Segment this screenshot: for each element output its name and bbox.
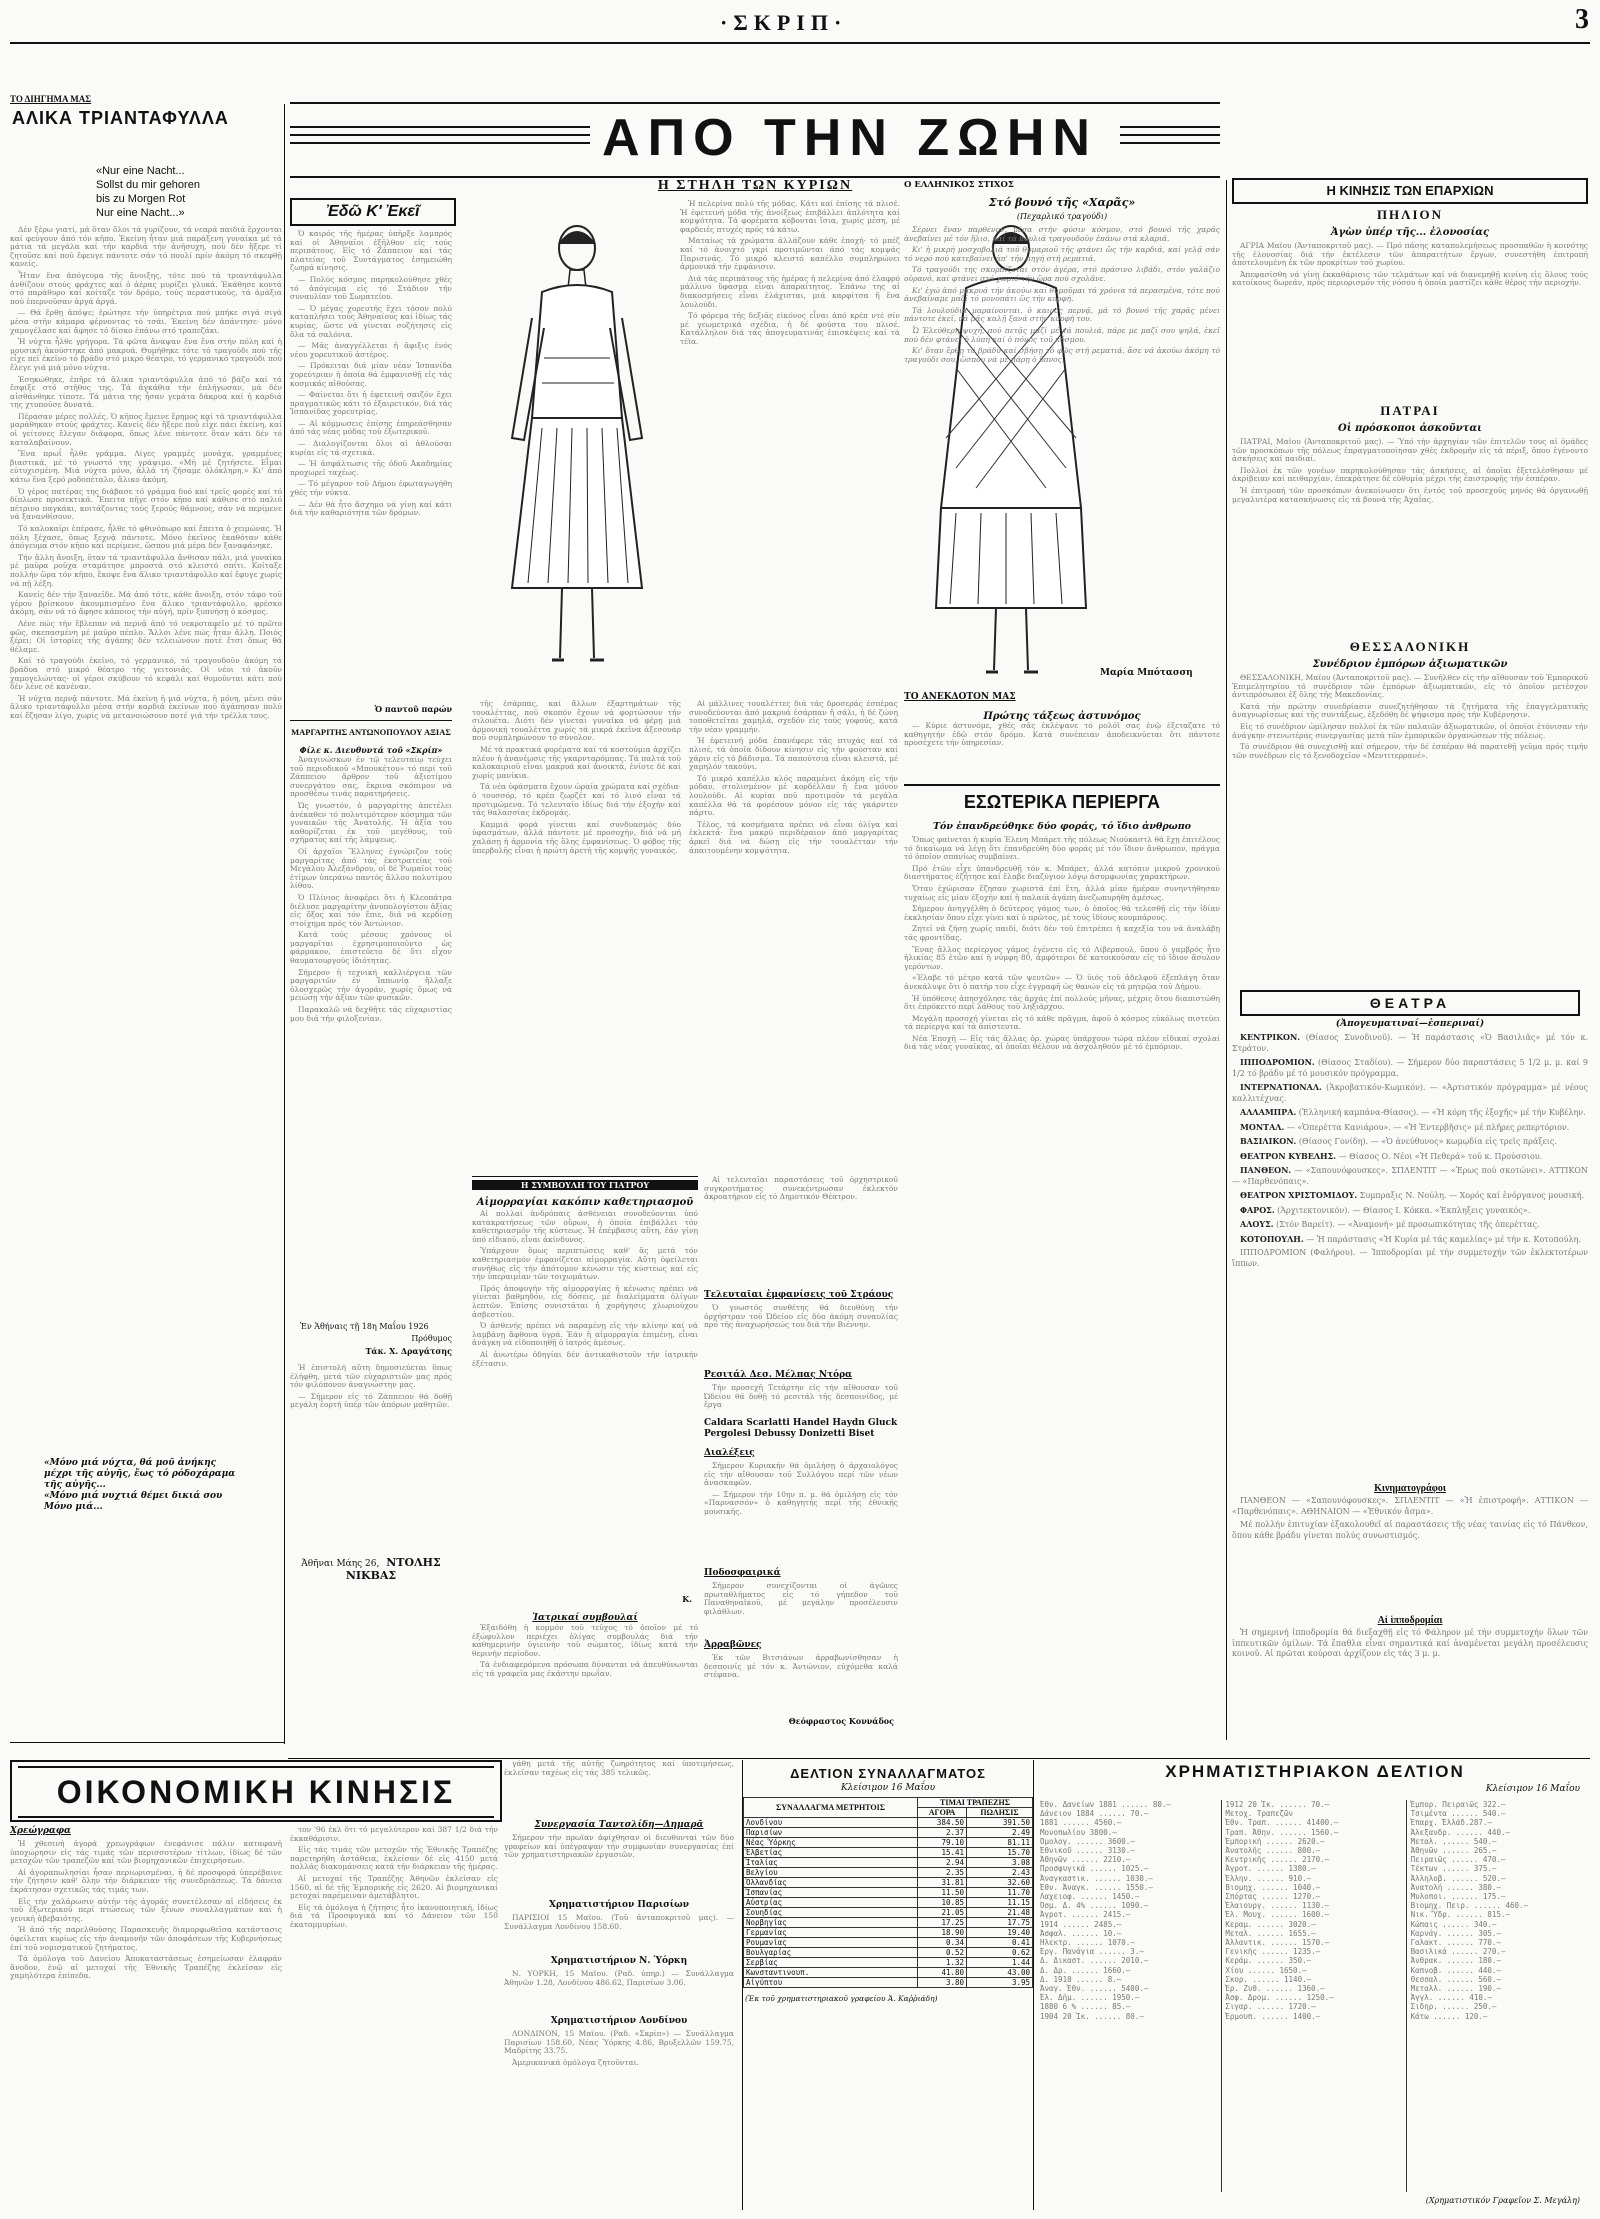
lectures-head: Διαλέξεις	[704, 1448, 755, 1458]
fx-buy-cell: 2.37	[917, 1828, 966, 1838]
poet-name: Μαρία Μπότασση	[1100, 668, 1193, 678]
theatre-name: ΙΝΤΕΡΝΑΤΙΟΝΑΛ.	[1240, 1082, 1322, 1092]
letter-signature: Τάκ. Χ. Δραγάτσης	[365, 1346, 452, 1356]
bourse-title: ΧΡΗΜΑΤΙΣΤΗΡΙΑΚΟΝ ΔΕΛΤΙΟΝ	[1165, 1762, 1465, 1781]
edo-body: Ὁ καιρός τῆς ἡμέρας ὑπῆρξε λαμπρός καί οἱ Ἀθηναῖοι ἐξῆλθον εἰς τούς περιπάτους. Εἰς τό Ζάππειον καί τάς πλατείας τοῦ Συντάγματος ἐσημειώθη ζωηρά κίνησις. — Πολύς κόσμος παρηκολούθησε χθές τό ἀπόγευμα εἰς τό Στάδιον τήν συναυλίαν τοῦ Σωματείου. — Ὁ μέγας χορευτής ἔχει τόσον πολύ καταπλήσει τούς Ἀθηναίους καί ἰδίως τάς κυρίας, ὥστε νά γίνεται συζήτησις εἰς ὅλα τά σαλόνια. — Μᾶς ἀναγγέλλεται ἡ ἄφιξις ἑνός νέου χορευτικοῦ ἀστέρος. — Πρόκειται διά μίαν νέαν Ἱσπανίδα χορεύτριαν ἡ ὁποία θά ἐμφανισθῇ εἰς τάς κοσμικάς αἰθούσας. — Φαίνεται ὅτι ἡ ἐφετεινή σαιζόν ἔχει πραγματικῶς κάτι τό ἐξαιρετικόν, διά τάς Ἱσπανίδας χορευτρίας. — Αἱ κόμμωσεις ἐπίσης ἐπηρεάσθησαν ἀπό τάς νέας μόδας τοῦ ἐξωτερικοῦ. — Διαλογίζονται ὅλοι αἱ ἀθλούσαι κυρίαι εἰς τά σχετικά. — Ἡ ἀσφάλτωσις τῆς ὁδοῦ Ἀκαδημίας προχωρεῖ ταχέως. — Τό μέγαρον τοῦ Δήμου ἐφωταγωγήθη χθές τήν νύκτα. — Δέν θά ἦτο ἄσχημο νά γίνῃ καί κάτι διά τήν καθαριότητα τῶν δρόμων.	[290, 230, 452, 518]
verse-line: «Μόνο μιά νύχτα, θά μοῦ ἀνήκης	[44, 1458, 217, 1468]
province-thessaloniki: ΘΕΣΣΑΛΟΝΙΚΗ	[1349, 639, 1471, 654]
fx-row	[744, 1958, 1033, 1968]
theatre-name: ΦΑΡΟΣ.	[1240, 1204, 1275, 1215]
anecdote-kicker: ΤΟ ΑΝΕΚΔΟΤΟΝ ΜΑΣ	[904, 692, 1016, 702]
fx-row	[744, 1838, 1033, 1848]
fx-sell-cell: 21.48	[967, 1908, 1033, 1918]
doctor-body: Αἱ πολλαί ἀνδρόπαις ἀσθένειαι συνοδεύονται ὑπό κατακρατήσεως τῶν οὔρων, ἡ ὁποία ἐπιβάλλει τόν καθετηριασμόν τῆς κύστεως. Ἡ ἐπέμβασις αὕτη, ἐάν γίνῃ ὑπό εἰδικοῦ, εἶναι ἀκίνδυνος. Ὑπάρχουν ὅμως περιπτώσεις καθ' ἅς μετά τόν καθετηριασμόν ἐμφανίζεται αἱμορραγία. Αὕτη ὀφείλεται συνήθως εἰς τήν ἀπότομον κένωσιν τῆς κύστεως καί εἰς τήν ὑπεραιμίαν τῶν τοιχωμάτων. Πρός ἀποφυγήν τῆς αἱμορραγίας ἡ κένωσις πρέπει νά γίνεται βαθμηδόν, εἰς δόσεις, μέ διαλείμματα ὀλίγων λεπτῶν. Ἐπίσης συνιστᾶται ἡ χορήγησις χλωριούχου ἀσβεστίου. Ὁ ἀσθενής πρέπει νά παραμένῃ εἰς τήν κλίνην καί νά λαμβάνῃ ἄφθονα ὑγρά. Ἐάν ἡ αἱμορραγία ἐπιμένῃ, εἶναι ἀνάγκη νά εἰδοποιηθῇ ὁ ἰατρός ἀμέσως. Αἱ ἀνωτέρω ὁδηγίαι δέν ἀντικαθιστοῦν τήν ἰατρικήν ἐξέτασιν.	[472, 1210, 698, 1368]
fx-row	[744, 1888, 1033, 1898]
fx-row	[744, 1968, 1033, 1978]
esoterika-sub: Τόν ἐπανδρεύθηκε δύο φοράς, τό ἴδιο ἀνθρωπο	[932, 821, 1192, 832]
fx-row	[744, 1828, 1033, 1838]
letter-role: Πρόθυμος	[411, 1334, 452, 1343]
section-rule	[904, 784, 1220, 786]
fx-table	[743, 1797, 1033, 1988]
fx-currency-cell: Κωνσταντινουπ.	[744, 1968, 918, 1978]
theatres-sub: (Ἀπογευματιναί—ἑσπεριναί)	[1335, 1019, 1485, 1029]
fx-col-sell: ΠΩΛΗΣΙΣ	[967, 1808, 1033, 1818]
fx-row	[744, 1948, 1033, 1958]
verse-line: Μόνο μιά...	[44, 1502, 103, 1512]
fx-currency-cell: Γερμανίας	[744, 1928, 918, 1938]
fx-title: ΔΕΛΤΙΟΝ ΣΥΝΑΛΛΑΓΜΑΤΟΣ	[790, 1766, 986, 1781]
medical-advice-head: Ἰατρικαί συμβουλαί	[532, 1613, 638, 1623]
fx-currency-cell: Παρισίων	[744, 1828, 918, 1838]
fx-currency-cell: Βελγίου	[744, 1868, 918, 1878]
letter-head: ΜΑΡΓΑΡΙΤΗΣ ΑΝΤΩΝΟΠΟΥΛΟΥ ΑΞΙΑΣ	[291, 727, 451, 737]
fx-footnote: (Ἐκ τοῦ χρηματιστηριακοῦ γραφείου Ἀ. Καῤῥιάδη)	[745, 1994, 938, 2003]
fx-buy-cell: 1.32	[917, 1958, 966, 1968]
fx-currency-cell: Αὐστρίας	[744, 1898, 918, 1908]
fx-sell-cell: 3.95	[967, 1978, 1033, 1988]
section-rule	[290, 720, 452, 721]
fx-sell-cell: 81.11	[967, 1838, 1033, 1848]
fx-currency-cell: Ρουμανίας	[744, 1938, 918, 1948]
banner-rule	[290, 142, 590, 144]
fx-sell-cell: 11.70	[967, 1888, 1033, 1898]
fx-buy-cell: 21.05	[917, 1908, 966, 1918]
econ-banner	[10, 1760, 502, 1822]
theatre-name: ΑΛΛΑΜΠΡΑ.	[1240, 1107, 1297, 1117]
poetry-subtitle: (Πεχαρλικό τραγούδι)	[1016, 212, 1108, 221]
fx-buy-cell: 15.41	[917, 1848, 966, 1858]
fx-currency-cell: Ὁλλανδίας	[744, 1878, 918, 1888]
province-patras: ΠΑΤΡΑΙ	[1380, 403, 1440, 418]
fx-panel	[742, 1760, 1034, 2210]
column-divider	[284, 104, 285, 1744]
fx-currency-cell: Λονδίνου	[744, 1818, 918, 1828]
theatre-name: ΘΕΑΤΡΟΝ ΚΥΒΕΛΗΣ.	[1240, 1150, 1337, 1161]
econ-sub-paris: Χρηματιστήριον Παρισίων	[549, 1900, 689, 1910]
story-epigraph	[96, 164, 200, 220]
fx-buy-cell: 41.80	[917, 1968, 966, 1978]
econ-sub-coop: Συνεργασία Ταντσλίδη—Δημαρᾶ	[534, 1820, 704, 1830]
pelion-body: ΑΓΡΙΑ Μαΐου (Ἀνταποκριτοῦ μας). — Πρό πάσης καταπολεμήσεως προσπαθῶν ἡ κοινότης τῆς ἐλονοσίας διά τήν ἐκτέλεσιν τῶν ἀπαραιτήτων ἔργων, συνεστήθη ἐπιτροπή ἀποτελουμένη ἐκ τῶν προκρίτων τοῦ χωρίου. Ἀπεφασίσθη νά γίνῃ ἐκκαθάρισις τῶν τελμάτων καί νά διανεμηθῇ κινίνη εἰς ὅλους τούς κατοίκους δωρεάν, πρός περιορισμόν τῆς νόσου ἡ ὁποία μαστίζει κάθε θέρος τήν περιοχήν.	[1232, 242, 1588, 288]
bourse-footer: (Χρηματιστικόν Γραφεῖον Σ. Μεγάλη)	[1425, 2196, 1580, 2205]
econ-body-left: Ἡ χθεσινή ἀγορά χρεωγράφων ἐνεφάνισε πάλιν καταφανῆ ὑποχώρησιν εἰς τάς τιμάς τῶν περισσοτέρων τίτλων, ἰδίως δέ τῶν μετοχῶν τῶν τραπεζῶν καί τῶν βιομηχανικῶν ἐπιχειρήσεων. Αἱ ἀγοραπωλησίαι ἦσαν περιωρισμέναι, ἡ δέ προσφορά ὑπερέβαινε τήν ζήτησιν καθ' ὅλην τήν διάρκειαν τῆς συνεδριάσεως. Τά δάνεια ἐκράτησαν σχετικῶς τάς τιμάς των. Εἰς τήν χαλάρωσιν αὐτήν τῆς ἀγορᾶς συνετέλεσαν αἱ εἰδήσεις ἐκ τοῦ ἐξωτερικοῦ περί πτώσεως τῶν ξένων συναλλαγμάτων καί ἡ γενική ἀβεβαιότης. Ἡ ἀπό τῆς παρελθούσης Παρασκευῆς διαμορφωθεῖσα κατάστασις ὀφείλεται κυρίως εἰς τήν ἀναμονήν τῶν ἀποφάσεων τῆς Κυβερνήσεως ἐπί τοῦ νομισματικοῦ ζητήματος. Τά ὁμόλογα τοῦ Δανείου Ἀποκαταστάσεως ἐσημείωσαν ἐλαφράν ἄνοδον, ἐνῷ αἱ μετοχαί τῆς Ἐθνικῆς Τραπέζης ἐκλείσαν εἰς χαμηλότερα ἐπίπεδα.	[10, 1840, 282, 1981]
masthead-rule	[10, 42, 1590, 44]
theatre-name: ΜΟΝΤΑΛ.	[1240, 1121, 1285, 1132]
banner-title: ΑΠΟ ΤΗΝ ΖΩΗΝ	[602, 109, 1098, 167]
econ-title: ΟΙΚΟΝΟΜΙΚΗ ΚΙΝΗΣΙΣ	[18, 1766, 494, 1818]
esoterika-body: Ὅπως φαίνεται ἡ κυρία Ἐλενη Μπάρετ τῆς πόλεως Νιούκαστλ θά ἔχῃ ἐπιτέλους τό δικαίωμα νά λέγῃ ὅτι ἐπανδρεύθη δύο φοράς μέ τόν ἴδιον ἄνθρωπον, πράγμα τό ὁποῖον σπανίως συμβαίνει. Πρό ἐτῶν εἶχε ὑπανδρευθῇ τόν κ. Μπάρετ, ἀλλά κατόπιν μικροῦ χρονικοῦ διαστήματος ἐζήτησε καί ἔλαβε διαζύγιον λόγῳ ἀσυμφωνίας χαρακτήρων. Ὅταν ἐχώρισαν ἔζησαν χωριστά ἐπί ἔτη, ἀλλά μίαν ἡμέραν συνηντήθησαν τυχαίως εἰς μίαν ἐξοχήν καί ἡ παλαιά ἀγάπη ἀνεζωπυρήθη ἀμέσως. Σήμερον ἀνηγγέλθη ὁ δεύτερος γάμος των, ὁ ὁποῖος θά τελεσθῇ εἰς τήν ἰδίαν ἐκκλησίαν ὅπου εἶχε γίνει καί ὁ πρῶτος, μέ τούς ἰδίους κουμπάρους. Ζητεῖ νά ζήσῃ χωρίς παιδί, διότι δέν τοῦ ἐπιτρέπει ἡ καχεξία του νά ἀναλάβῃ τάς φροντίδας. Ἕνας ἄλλος περίεργος γάμος ἐγένετο εἰς τό Λίβερπουλ, ὅπου ὁ γαμβρός ἦτο ἡλικίας 85 ἐτῶν καί ἡ νύμφη 80, ἀμφότεροι δέ κατοικοῦσαν εἰς τό ἴδιον ἄσυλον γερόντων. «Ἐλαβε τό μέτρο κατά τῶν ψευτῶν» — Ὁ ὑιός τοῦ ἀδελφοῦ ἐξεπλάγη ὅταν ἀνεκάλυψε ὅτι ὁ πατήρ του εἶχε ἐγγραφῆ ὡς θανών εἰς τά μητρῷα τοῦ Δήμου. Ἡ ὑπόθεσις ἀπησχόλησε τάς ἀρχάς ἐπί πολλούς μῆνας, μέχρις ὅτου διαπιστώθη ὅτι ἐπρόκειτο περί λάθους τοῦ ληξιάρχου. Μεγάλη προσοχή γίνεται εἰς τό κάθε πρᾶγμα, ἀφοῦ ὁ κόσμος εὐκόλως πιστεύει τά περίεργα καί τά ἀπίστευτα. Νέα Ἐποχή — Εἰς τάς ἄλλας ὁρ. χώρας ὑπάρχουν τώρα πλέον εἰδικαί σχολαί διά τάς νέας γυναῖκας, αἱ ὁποῖαι θέλουν νά ἀσχοληθοῦν μέ τό ἐμπόριον.	[904, 836, 1220, 1052]
poetry-body: Σέρνει ἕναν παρθένον, μέσα στήν φύσιν κόσμον, στό βουνό τῆς χαρᾶς ἀνεβαίνει μέ τόν ἥλιο, καί τά πουλιά τραγουδοῦν ἐπάνω στά κλαριά. Κι' ἡ μικρή μοσχοβολιά τοῦ θυμαριοῦ τῆς φτάνει ὥς τήν καρδιά, καί γελᾷ σάν τό νερό πού κατεβαίνει ἀπ' τήν πηγή στή ρεματιά. Τό τραγούδι της σκορπίζεται στόν ἀγέρα, στό πράσινο λιβάδι, στόν γαλάζιο οὐρανό, καί φτάνει στό χωριό τήν ὥρα πού σχολᾶνε. Κι' ἐγώ ἀπό μακρυά τήν ἀκούω καί θυμοῦμαι τά χρόνια τά περασμένα, τότε πού ἀνεβαίναμε μαζί τό μονοπάτι ὥς τήν κορφή. Τά λουλούδια μαραίνονται, ὁ καιρός περνᾷ, μά τό βουνό τῆς χαρᾶς μένει πάντοτε ἐκεῖ, νά μᾶς καλῇ ξανά στήν κορφή του. Ὦ Ἐλεύθερη ψυχή, πού πετᾷς μαζί μέ τά πουλιά, πάρε με μαζί σου ψηλά, ἐκεῖ πού δέν φτάνει ἡ λύπη καί ὁ πόνος τοῦ κόσμου. Κι' ὅταν ἔρθῃ τό βράδυ καί σβήσῃ τό φῶς στή ρεματιά, ἄσε νά ἀκούω ἀκόμη τό τραγούδι σου, ὥσπου νά μέ πάρῃ ὁ ὕπνος.	[904, 226, 1220, 364]
fx-sell-cell: 19.40	[967, 1928, 1033, 1938]
epigraph-line: «Nur eine Nacht...	[96, 165, 185, 177]
fx-sell-cell: 43.00	[967, 1968, 1033, 1978]
strauss-body: Ὁ γνωστός συνθέτης θά διευθύνῃ τήν ὀρχήστραν τοῦ Ὠδείου εἰς δύο ἀκόμη συναυλίας πρό τῆς ἀναχωρήσεώς του διά τήν Βιέννην.	[704, 1304, 898, 1330]
banner-subtitle: Η ΣΤΗΛΗ ΤΩΝ ΚΥΡΙΩΝ	[657, 178, 853, 193]
fx-col-buy: ΑΓΟΡΑ	[917, 1808, 966, 1818]
econ-paris-body: ΠΑΡΙΣΙΟΙ 15 Μαΐου. (Τοῦ ἀνταποκριτοῦ μας). — Συνάλλαγμα Λονδίνου 158.60.	[504, 1914, 734, 1931]
story-place: Ἀθῆναι Μάης 26,	[301, 1559, 380, 1569]
fx-sell-cell: 15.70	[967, 1848, 1033, 1858]
epigraph-line: Nur eine Nacht...»	[96, 207, 185, 219]
fx-row	[744, 1928, 1033, 1938]
doctor-initial: Κ.	[682, 1594, 692, 1604]
story-verse	[40, 1456, 239, 1515]
theatre-name: ΙΠΠΟΔΡΟΜΙΟΝ.	[1240, 1057, 1315, 1067]
column-divider	[10, 1742, 284, 1743]
doctor-head: Αἱμορραγίαι κακόπιν καθετηριασμοῦ	[476, 1197, 694, 1208]
fx-buy-cell: 0.52	[917, 1948, 966, 1958]
races-head: Αἱ ἱπποδρομίαι	[1377, 1615, 1443, 1626]
fx-currency-cell: Σερβίας	[744, 1958, 918, 1968]
story-kicker: ΤΟ ΔΙΗΓΗΜΑ ΜΑΣ	[10, 94, 92, 104]
fx-currency-cell: Βουλγαρίας	[744, 1948, 918, 1958]
fx-sell-cell: 0.62	[967, 1948, 1033, 1958]
fx-row	[744, 1878, 1033, 1888]
econ-body-mid: τον '96 ἐκλ ὅτι τό μεγαλύτερον καί 387 1/2 διά τήν ἐκκαθάρισιν. Εἰς τάς τιμάς τῶν μετοχῶν τῆς Ἐθνικῆς Τραπέζης παρετηρήθη ἀστάθεια, ἐκλείσαν δέ εἰς 4150 μετά πολλάς διακυμάνσεις κατά τήν διάρκειαν τῆς ἡμέρας. Αἱ μετοχαί τῆς Τραπέζης Ἀθηνῶν ἐκλείσαν εἰς 1560, αἱ δέ τῆς Ἐμπορικῆς εἰς 2620. Αἱ βιομηχανικαί μετοχαί παρέμειναν ἀμετάβλητοι. Εἰς τά ὁμόλογα ἡ ζήτησις ἦτο ἱκανοποιητική, ἰδίως διά τά Προσφυγικά καί τό Δάνειον τῶν 150 ἑκατομμυρίων.	[290, 1826, 498, 1929]
econ-sub-bonds: Χρεώγραφα	[10, 1826, 71, 1836]
theatre-name: ΒΑΣΙΛΙΚΟΝ.	[1240, 1136, 1297, 1146]
fx-sell-cell: 2.49	[967, 1828, 1033, 1838]
fx-col-rates: ΤΙΜΑΙ ΤΡΑΠΕΖΗΣ	[917, 1798, 1032, 1808]
cinema-head: Κινηματογράφοι	[1374, 1483, 1446, 1494]
letter-salutation: Φίλε κ. Διευθυντά τοῦ «Σκρίπ»	[299, 745, 443, 755]
edo-title: Ἐδῶ Κ' Ἐκεῖ	[290, 198, 456, 226]
page-number: 3	[1575, 4, 1589, 35]
province-pelion: ΠΗΛΙΟΝ	[1376, 207, 1444, 222]
fx-row	[744, 1938, 1033, 1948]
story-author: ΝΤΟΛΗΣ ΝΙΚΒΑΣ	[345, 1556, 441, 1582]
fx-table-body	[744, 1818, 1033, 1988]
econ-sub-ny: Χρηματιστήριον Ν. Ὑόρκη	[550, 1956, 688, 1966]
econ-sub-london: Χρηματιστήριον Λονδίνου	[550, 2016, 688, 2026]
fx-buy-cell: 10.85	[917, 1898, 966, 1908]
thessaloniki-body: ΘΕΣΣΑΛΟΝΙΚΗ, Μαΐου (Ἀνταποκριτοῦ μας). — Συνῆλθεν εἰς τήν αἴθουσαν τοῦ Ἐμπορικοῦ Ἐπιμελητηρίου τό συνέδριον τῶν ἐμπόρων ἀξιωματικῶν, εἰς τό ὁποῖον μετέσχον ἀντιπρόσωποι ἐξ ὅλης τῆς Μακεδονίας. Κατά τήν πρώτην συνεδρίασιν συνεζητήθησαν τά ζητήματα τῆς ἐπαγγελματικῆς ἀναγνωρίσεως καί τῆς συντάξεως, ἐξεδόθη δέ ψήφισμα πρός τήν Κυβέρνησιν. Εἰς τό συνέδριον ὡμίλησαν πολλοί ἐκ τῶν παλαιῶν ἀξιωματικῶν, οἱ ὁποῖοι ἐτόνισαν τήν ἀνάγκην στενωτέρας συνεργασίας μετά τῶν ἐμπορικῶν ὀργανώσεων τῆς πόλεως. Τό συνέδριον θά συνεχισθῇ καί σήμερον, τήν δέ ἑσπέραν θά παρατεθῇ γεῦμα πρός τιμήν τῶν συνέδρων εἰς τό ξενοδοχεῖον «Μεντιτερρανέ».	[1232, 674, 1588, 760]
fx-row	[744, 1868, 1033, 1878]
section-rule	[472, 1176, 698, 1177]
column-divider	[288, 1758, 1590, 1759]
fx-buy-cell: 79.10	[917, 1838, 966, 1848]
epigraph-line: bis zu Morgen Rot	[96, 193, 186, 205]
story-title: ΑΛΙΚΑ ΤΡΙΑΝΤΑΦΥΛΛΑ	[12, 108, 229, 128]
poetry-kicker: Ο ΕΛΛΗΝΙΚΟΣ ΣΤΙΧΟΣ	[904, 180, 1014, 190]
bourse-date: Κλείσιμον 16 Μαΐου	[1485, 1784, 1580, 1794]
fx-row	[744, 1918, 1033, 1928]
fx-currency-cell: Νορβηγίας	[744, 1918, 918, 1928]
patras-body: ΠΑΤΡΑΙ, Μαΐου (Ἀνταποκριτοῦ μας). — Ὑπό τήν ἀρχηγίαν τῶν ἐπιτελῶν τους αἱ ὁμάδες τῶν προσκόπων τῆς πόλεως ἐπραγματοποίησαν χθές ἐκδρομήν εἰς τά πέριξ, ὅπου ἐγένοντο ἀσκήσεις καί παιδιαί. Πολλοί ἐκ τῶν γονέων παρηκολούθησαν τάς ἀσκήσεις, αἱ ὁποῖαι ἐξετελέσθησαν μέ ἀκρίβειαν καί πειθαρχίαν, ἐπεκράτησε δέ εὐθυμία μέχρι τῆς ἐπιστροφῆς τήν ἑσπέραν. Ἡ ἐπιτροπή τῶν προσκόπων ἀνεκοίνωσεν ὅτι ἐντός τοῦ προσεχοῦς μηνός θά ὀργανωθῇ μεγαλυτέρα κατασκήνωσις εἰς τά βουνά τῆς Ἀχαΐας.	[1232, 438, 1588, 504]
letter-body: Ἀναγινώσκων ἐν τῷ τελευταίῳ τεύχει τοῦ περιοδικοῦ «Μπουκέτου» τό περί τοῦ Ζάππειου ἄρθρον τοῦ ἀξιοτίμου συνεργάτου σας, ἔκρινα σκόπιμον νά προσθέσω τινάς παρατηρήσεις. Ὡς γνωστόν, ὁ μαργαρίτης ἀπετέλει ἀνέκαθεν τό πολυτιμότερον κόσμημα τῶν γυναικῶν τῆς Ἀνατολῆς. Ἡ ἀξία του καθορίζεται ἐκ τοῦ μεγέθους, τοῦ σχήματος καί τῆς λάμψεως. Οἱ ἀρχαῖοι Ἕλληνες ἐγνώριζον τούς μαργαρίτας ἀπό τάς ἐκστρατείας τοῦ Μεγάλου Ἀλεξάνδρου, οἱ δέ Ῥωμαῖοι τούς ἐτίμων ὑπεράνω παντός ἄλλου πολυτίμου λίθου. Ὁ Πλίνιος ἀναφέρει ὅτι ἡ Κλεοπάτρα διέλυσε μαργαρίτην ἀνυπολογίστου ἀξίας εἰς ὄξος καί τόν ἔπιε, διά νά κερδίσῃ στοίχημα πρός τόν Ἀντώνιον. Κατά τούς μέσους χρόνους οἱ μαργαρῖται ἐχρησιμοποιοῦντο ὡς φάρμακον, ἐπιστεύετο δέ ὅτι εἶχον θαυματουργούς ἰδιότητας. Σήμερον ἡ τεχνική καλλιέργεια τῶν μαργαριτῶν ἐν Ἰαπωνίᾳ ἤλλαξε ὁλοσχερῶς τήν ἀγοράν, χωρίς ὅμως νά μειώσῃ τήν ἀξίαν τῶν φυσικῶν. Παρακαλῶ νά δεχθῆτε τάς εὐχαριστίας μου διά τήν φιλοξενίαν.	[290, 756, 452, 1023]
epigraph-line: Sollst du mir gehoren	[96, 179, 200, 191]
doctor-kicker: Η ΣΥΜΒΟΥΛΗ ΤΟΥ ΓΙΑΤΡΟΥ	[472, 1180, 698, 1190]
fx-currency-cell: Ἰσπανίας	[744, 1888, 918, 1898]
fx-sell-cell: 0.41	[967, 1938, 1033, 1948]
banner-rule	[290, 126, 590, 128]
fx-sell-cell: 17.75	[967, 1918, 1033, 1928]
bourse-quotes: Ἐθν. Δανείων 1881 ...... 80.— Δάνειον 1884 ...... 70.— 1881 ...... 4560.— Μονοπωλίου 3800.— Ὁμολογ. ...... 3600.— Ἐθνικοῦ ...... 3130.— Ἀθηνῶν ...... 2210.— Προσφυγικά ...... 1025.— Ἀναγκαστικ. ...... 1030.— Ἐθν. Ἀναγκ. ...... 1550.— Λαχειοφ. ...... 1450.— Ὀσμ. Δ. 4% ...... 1090.— Ἀγροτ. ...... 2415.— 1914 ...... 2485.— Ἀσφαλ. ...... 10.— Ἠλεκτρ. ...... 1070.— Ἐργ. Πανάγια ...... 3.— Δ. Δικαστ. ...... 2010.— Δ. Δρ. ...... 1660.— Δ. 1910 ...... 8.— Ἀναγ. Ἐθν. ...... 5400.— Ἐλ. Δήμ. ...... 1950.— 1880 6 % ...... 85.— 1904 20 Ἰκ. ...... 80.— 1912 20 Ἰκ. ...... 70.— Μετοχ. Τραπεζῶν Ἐθν. Τραπ. ...... 41400.— Τραπ. Ἀθην. ...... 1560.— Ἐμπορική ...... 2620.— Ἀνατολῆς ...... 800.— Κεντρικῆς ...... 2170.— Ἀγροτ. ...... 1380.— Ἑλλην. ...... 910.— Βιομηχ. ...... 1040.— Σπόρτας ...... 1270.— Ἐλαιουργ. ...... 1130.— Ἐλ. Μουχ. ...... 1600.— Κεραμ. ...... 3020.— Μεταλ. ...... 1655.— Ἀλλαντικ. ...... 1570.— Γενικῆς ...... 1235.— Κεράμ. ...... 350.— Χίου ...... 1650.— Σκορ. ...... 1140.— Ἐρ. Ζυθ. ...... 1360.— Ἀσφ. Δρομ. ...... 1250.— Σιγαρ. ...... 1720.— Ἑρμουπ. ...... 1400.— Ἐμπορ. Πειραιῶς 322.— Τσιμέντα ...... 540.— Ἐπαρχ. Ἑλλάδ.287.— Ἀλεξανδρ. ...... 440.— Μεταλ. ...... 540.— Ἀθηνῶν ...... 265.— Πειραιῶς ...... 470.— Τέκτων ...... 375.— Ἀλληλοβ. ...... 520.— Ἀνατολή ...... 380.— Μυλοποι. ...... 175.— Βιομηχ. Πειρ. ...... 460.— Νικ. Ὕδρ. ...... 815.— Κώπαις ...... 340.— Καρνάγ. ...... 305.— Γαλακτ. ...... 770.— Βασιλικά ...... 270.— Ἀνθρακ. ...... 180.— Καπνοβ. ...... 440.— Θεσσαλ. ...... 560.— Μεταλλ. ...... 190.— Ἀγγλ. ...... 410.— Σιδηρ. ...... 250.— Κάτω ...... 120.—	[1040, 1800, 1529, 2021]
banner-rule	[290, 134, 590, 136]
fx-sell-cell: 3.08	[967, 1858, 1033, 1868]
fashion-illustration-left	[472, 208, 682, 698]
lectures-body: Σήμερον Κυριακήν θά ὁμιλήσῃ ὁ ἀρχαιολόγος εἰς τήν αἴθουσαν τοῦ Συλλόγου περί τῶν νέων ἀνασκαφῶν. — Σήμερον τήν 10ην π. μ. θά ὁμιλήσῃ εἰς τόν «Παρνασσόν» ὁ καθηγητής περί τῆς ἐθνικῆς μουσικῆς.	[704, 1462, 898, 1516]
fashion-body: τῆς ἐσάρπας, καί ἄλλων ἐξαρτημάτων τῆς τουαλέττας, ποῦ σκοπόν ἔχουν νά φορτώσουν τήν σιλουέτα. Διότι δέν γίνεται γυναίκα νά φέρῃ μιά ἁρμονική τουαλέττα χωρίς τά μικρά ἐκεῖνα ἀξεσουάρ ποῦ συμπληρώνουν τό σύνολον. Μέ τά πρακτικά φορέματα καί τά κοστούμια ἀρχίζει πλέον ἡ ἀνανέωσις τῆς γκαρνταρόμπας. Τά παλτά τοῦ καλοκαιριοῦ εἶναι μακρυά καί ἀνοικτά, ἐνίοτε δέ καί χωρίς μανίκια. Τά νέα ὑφάσματα ἔχουν ὡραία χρώματα καί σχέδια· ὁ τουσσόρ, τό κρέπ ζωρζέτ καί τό λινό εἶναι τά προτιμώμενα. Τό τελευταῖο ἰδίως διά τήν ἐξοχήν καί τάς θαλασσίας ἐκδρομάς. Καμμιά φορά γίνεται καί συνδυασμός δύο ὑφασμάτων, ἀλλά πάντοτε μέ προσοχήν, διά νά μή χαλάσῃ ἡ ἁρμονία τῆς ὅλης ἐμφανίσεως. Ὁ φόβος τῆς ὑπερβολῆς εἶναι ἡ πρώτη ἀρετή τῆς κομψῆς γυναικός. Αἱ μάλλινες τουαλέττες διά τάς δροσεράς ἑσπέρας συνοδεύονται ἀπό μακρυά ἐσάρπαν ἤ σάλι, ἡ δέ ζώνη τοποθετεῖται χαμηλά, σχεδόν εἰς τούς γοφούς, κατά τήν νέαν γραμμήν. Ἡ ἐφετεινή μόδα ἐπανέφερε τάς πτυχάς καί τά πλισέ, τά ὁποῖα δίδουν κίνησιν εἰς τήν φούσταν καί χάριν εἰς τό βάδισμα. Τά παπούτσια εἶναι κλειστά, μέ χαμηλόν τακούνι. Τό μικρό καπέλλο κλός παραμένει ἀκόμη εἰς τήν μόδαν, στολισμένον μέ κορδέλλαν ἤ ἕνα μόνον λουλούδι. Αἱ κυρίαι ποῦ προτιμοῦν τά μεγάλα καπέλλα θά τά φορέσουν μόνον εἰς τάς γκάρντεν πάρτυ. Τέλος, τά κοσμήματα πρέπει νά εἶναι ὀλίγα καί ἐκλεκτά· ἕνα μακρύ περιδέραιον ἀπό μαργαρίτας ἀρκεῖ διά νά δώσῃ εἰς τήν τουαλέτταν τήν ἀπαιτουμένην κομψότητα.	[472, 700, 898, 855]
masthead-title: ·ΣΚΡΙΠ·	[720, 10, 848, 35]
fx-buy-cell: 17.25	[917, 1918, 966, 1928]
recital-composers: Caldara Scarlatti Handel Haydn Gluck Pergolesi Debussy Donizetti Biset	[704, 1418, 898, 1439]
fx-buy-cell: 3.80	[917, 1978, 966, 1988]
poetry-title: Στό βουνό τῆς «Χαρᾶς»	[988, 196, 1136, 209]
verse-line: τῆς αὐγῆς...	[44, 1480, 106, 1490]
strauss-head: Τελευταῖαι ἐμφανίσεις τοῦ Στράους	[704, 1290, 894, 1300]
recital-body: Τήν προσεχῆ Τετάρτην εἰς τήν αἴθουσαν τοῦ Ὠδείου θά δοθῇ τό ρεσιτάλ τῆς δεσποινίδος, μέ ἔργα	[704, 1384, 898, 1410]
fx-buy-cell: 384.50	[917, 1818, 966, 1828]
fx-row	[744, 1978, 1033, 1988]
econ-body-right-top: γάθη μετά τῆς αὐτῆς ζωηρότητος καί ὑποτιμήσεως, ἐκλεῖσαν ταχέως εἰς τάς 385 τελικῶς.	[504, 1760, 734, 1777]
music-intro: Αἱ τελευταῖαι παραστάσεις τοῦ ὀρχηστρικοῦ συγκροτήματος συνεκέντρωσαν ἐκλεκτόν ἀκροατήριον εἰς τό Δημοτικόν Θέατρον.	[704, 1176, 898, 1202]
theatre-name: ΚΕΝΤΡΙΚΟΝ.	[1240, 1032, 1301, 1042]
edo-signature: Ὁ παντοῦ παρών	[374, 704, 452, 714]
theatre-name: ΘΕΑΤΡΟΝ ΧΡΙΣΤΟΜΙΔΟΥ.	[1240, 1190, 1358, 1200]
fx-row	[744, 1898, 1033, 1908]
medical-advice-body: Ἐξαιδόθη ἡ κομμόν τοῦ τεῦχος τό ὁποῖον μέ τό ἐξώφυλλον περιέχει ὀλίγας συμβουλάς διά τήν καθημερινήν ὑγιεινήν τοῦ σώματος, ἰδίως κατά τήν θερινήν περίοδον. Τά ἐνδιαφερόμενα πρόσωπα δύνανται νά ἀπευθύνωνται εἰς τά γραφεῖα μας ἐκάστην πρωΐαν.	[472, 1624, 698, 1678]
story-body: Δέν ξέρω γιατί, μά ὅταν ὅλοι τά γυρίζουν, τά νεαρά παιδιά ἔρχονται καί φεύγουν ἀπό τόν κῆπο. Ἐκείνη ἦταν μιά παράξενη γυναίκα μέ τά μάτια τά μεγάλα καί τήν καρδιά τήν ἀνήσυχη, ποῦ δέν ἤξερε τί ζητοῦσε καί ποῦ ἔφευγε πάντοτε σάν τό πουλί πρίν ἀκόμη τό σκεφθῇ κανείς. Ἦταν ἕνα ἀπόγευμα τῆς ἄνοιξης, τότε πού τά τριαντάφυλλα ἀνθίζουν στούς φράχτες καί ὁ ἀέρας μυρίζει γλυκά. Ἐκάθησε κοντά στό παράθυρο καί κοίταζε τόν δρόμο, τούς περαστικούς, τά ἀμάξια πού ἐπερνοῦσαν ἀργά ἀργά. — Θά ἔρθῃ ἀπόψε; ἐρώτησε τήν ὑπηρέτρια πού μπήκε σιγά σιγά μέσα στήν κάμαρα φέρνοντας τό τσάι. Ἐκείνη δέν ἀπάντησε· μόνο χαμογέλασε καί ἄφησε τό δίσκο ἐπάνω στό τραπεζάκι. Ἡ νύχτα ἦλθε γρήγορα. Τά φῶτα ἄναψαν ἕνα ἕνα στήν πόλη καί ἡ μουσική ἀκούστηκε ἀπό μακρυά. Θυμήθηκε τότε τό τραγούδι πού τῆς εἶχε πεῖ ἐκεῖνο τό βράδυ στό μικρό θέατρο, τό γερμανικό τραγούδι πού ἔλεγε γιά μιά μόνο νύχτα. Ἐσηκώθηκε, ἐπῆρε τά ἄλικα τριαντάφυλλα ἀπό τό βάζο καί τά ἔσφιξε στό στῆθος της. Τά ἀγκάθια τήν ἐπλήγωσαν, μά δέν αἰσθάνθηκε τίποτε. Τά μάτια της ἦσαν γεμάτα δάκρυα καί ἡ καρδιά της χτυποῦσε δυνατά. Πέρασαν μέρες πολλές. Ὁ κῆπος ἔμεινε ἔρημος καί τά τριαντάφυλλα μαράθηκαν στούς φράχτες. Κανείς δέν ἤξερε ποῦ εἶχε πάει ἐκείνη, καί οἱ γείτονες ἔλεγαν διάφορα, ὅπως λένε πάντοτε ὅταν κάτι δέν τό καταλαβαίνουν. Ἕνα πρωΐ ἦλθε γράμμα. Λίγες γραμμές μονάχα, γραμμένες βιαστικά, μέ τό γνωστό της γράψιμο. «Μή μέ ζητήσετε. Εἶμαι εὐτυχισμένη. Μιά νύχτα μόνο, ἀλλά τή ζήσαμε ὁλόκληρη.» Κι' ἀπό κάτω ἕνα ξερό ροδοπέταλο, ἄλικο ἀκόμη. Ὁ γέρος πατέρας της διάβασε τό γράμμα δυό καί τρεῖς φορές καί τό δίπλωσε προσεκτικά. Ἔπειτα πῆγε στόν κῆπο καί κάθισε στό παλιό πέτρινο παγκάκι, κοιτάζοντας τούς ξερούς θάμνους, σάν νά περίμενε νά ξανανθίσουν. Τό καλοκαίρι ἐπέρασε, ἦλθε τό φθινόπωρο καί ἔπειτα ὁ χειμώνας. Ἡ πόλη ξέχασε, ὅπως ξεχνᾷ πάντοτε. Μόνο ἐκεῖνος ἐκαθόταν κάθε ἀπόγευμα στόν κῆπο καί περίμενε, ὥσπου μιά μέρα δέν ξαναφάνηκε. Τήν ἄλλη ἄνοιξη, ὅταν τά τριαντάφυλλα ἄνθισαν πάλι, μιά γυναίκα μέ μαῦρα ροῦχα σταμάτησε μπροστά στό κλειστό σπίτι. Κοίταξε πολλήν ὥρα τόν κῆπο, ἔκοψε ἕνα ἄλικο τριαντάφυλλο καί ἔφυγε χωρίς νά πῇ λέξη. Κανείς δέν τήν ξαναεῖδε. Μά ἀπό τότε, κάθε ἄνοιξη, στόν τάφο τοῦ γέρου βρίσκουν ἀκουμπισμένο ἕνα ἄλικο τριαντάφυλλο, φρέσκο ἀκόμη, σάν νά τό ἄφησε κάποιος τήν αὐγή, πρίν ξυπνήσῃ ὁ κόσμος. Λένε πώς τήν ἔβλεπαν νά περνᾷ ἀπό τό νεκροταφεῖο μέ τό πρῶτο φῶς, σκεπασμένη μέ μαῦρο πέπλο. Ἄλλοι λένε πώς ἦταν ἄλλη. Ποιός ξέρει; Οἱ ἱστορίες τῆς ἀγάπης δέν τελειώνουν ποτέ ἔτσι ὅπως θά θέλαμε. Καί τό τραγούδι ἐκεῖνο, τό γερμανικό, τό τραγουδοῦν ἀκόμη τά βράδυα στό μικρό θέατρο τῆς γειτονιᾶς. Οἱ νέοι τό ἀκοῦν χαμογελώντας· οἱ γέροι σκύβουν τό κεφάλι καί θυμοῦνται κάτι πού δέν λένε σέ κανέναν. Ἡ νύχτα περνᾷ πάντοτε. Μά ἐκείνη ἡ μιά νύχτα, ἡ μόνη, μένει σάν ἄλικο τριαντάφυλλο μέσα στήν καρδιά ἐκείνων πού ἀγάπησαν πολύ καί ἔζησαν λίγο, χωρίς νά μετανοιώσουν ποτέ γιά τήν τρέλλα τους.	[10, 226, 282, 720]
verse-line: «Μόνο μιά νυχτιά θέμει δικιά σου	[44, 1491, 223, 1501]
fx-sell-cell: 2.43	[967, 1868, 1033, 1878]
fx-col-currency: ΣΥΝΑΛΛΑΓΜΑ ΜΕΤΡΗΤΟΙΣ	[744, 1798, 918, 1818]
patras-head: Οἱ πρόσκοποι ἀσκοῦνται	[1338, 423, 1482, 434]
fx-buy-cell: 11.50	[917, 1888, 966, 1898]
fx-row	[744, 1858, 1033, 1868]
banner-rule	[1120, 134, 1220, 136]
fx-buy-cell: 2.94	[917, 1858, 966, 1868]
banner-rule	[1120, 126, 1220, 128]
esoterika-title: ΕΣΩΤΕΡΙΚΑ ΠΕΡΙΕΡΓΑ	[963, 792, 1161, 812]
fx-sell-cell: 1.44	[967, 1958, 1033, 1968]
theatre-name: ΑΛΟΥΣ.	[1240, 1219, 1274, 1229]
edo-extra: Ἡ ἐπιστολή αὕτη δημοσιεύεται ὅπως ἐλήφθη, μετά τῶν εὐχαριστιῶν μας πρός τόν φιλόπονον ἀναγνώστην μας. — Σήμερον εἰς τό Ζάππειον θά δοθῇ μεγάλη ἑορτή ὑπέρ τῶν ἀπόρων μαθητῶν.	[290, 1364, 452, 1410]
banner-rule	[1120, 142, 1220, 144]
verse-line: μέχρι τῆς αὐγῆς, ἔως τό ρόδοχάραμα	[44, 1469, 236, 1479]
econ-coop-body: Σήμερον τήν πρωΐαν ἀφίχθησαν οἱ διευθυνταί τῶν δύο γραφείων καί ὑπέγραψαν τήν συμφωνίαν συνεργασίας ἐπί τῶν χρηματιστηριακῶν ἐργασιῶν.	[504, 1834, 734, 1860]
engagements-body: Ἐκ τῶν Βιτσιάνων ἀρραβωνίσθησαν ἡ δεσποινίς μέ τόν κ. Ἀντώνιον, εὐχόμεθα καλά στέφανα.	[704, 1654, 898, 1680]
mid-signoff: Θεόφραστος Κοννάδος	[788, 1716, 894, 1726]
anecdote-body: — Κύριε ἀστυνόμε, χθές σᾶς ἐκλέψανε τό ρολόϊ σας ἐνῷ ἐξεταζατε τό καθηγητήν ἐδῶ στόν δρόμο. Κατά συνέπειαν ἀποδεικνύεται ὅτι πάντοτε προσέχετε τήν ὑπηρεσίαν.	[904, 722, 1220, 748]
fx-currency-cell: Ἑλβετίας	[744, 1848, 918, 1858]
fx-sell-cell: 11.15	[967, 1898, 1033, 1908]
fashion-column-middle: Ἡ πελερίνα πολύ τῆς μόδας. Κάτι καί ἐπίσης τά πλισέ. Ἡ ἐφετεινή μόδα τῆς ἀνοίξεως ἐπιβάλλει ἀπλότητα καί κομψότητα. Τά φορέματα κόβονται ἴσια, χωρίς μέση, μέ φαρδειές πτυχές πρός τά κάτω. Ματαίως τά χρώματα ἀλλάζουν κάθε ἐποχή· τό μπέζ καί τό ἀνοιχτό γκρί προτιμῶνται ἀπό τάς κομψάς Παρισινάς. Τό μικρό κλειστό καπέλλο συμπληρώνει ἀρμονικά τήν ἐμφάνισιν. Διά τάς περιπάτους τῆς ἡμέρας ἡ πελερίνα ἀπό ἐλαφρό μάλλινο ὕφασμα εἶναι ἀπαραίτητος. Ἐπάνω της αἱ διακοσμήσεις εἶναι ἐλάχισται, μιά καρφίτσα ἤ ἕνα λουλούδι. Τό φόρεμα τῆς δεξιᾶς εἰκόνος εἶναι ἀπό κρέπ ντέ σίν μέ γεωμετρικά σχέδια, ἡ δέ φούστα του πλισέ. Κατάλληλον διά τάς ἀπογευματινάς ἐπισκέψεις καί τά τέϊα.	[680, 200, 900, 346]
fx-row	[744, 1848, 1033, 1858]
theatres-title: ΘΕΑΤΡΑ	[1240, 990, 1580, 1016]
recital-head: Ρεσιτάλ Δεσ. Μέλπας Ντόρα	[704, 1370, 853, 1380]
fx-currency-cell: Νέας Ὑόρκης	[744, 1838, 918, 1848]
letter-date: Ἐν Ἀθήναις τῇ 18η Μαΐου 1926	[300, 1322, 429, 1331]
fx-sell-cell: 391.50	[967, 1818, 1033, 1828]
fx-currency-cell: Σουηδίας	[744, 1908, 918, 1918]
football-body: Σήμερον συνεχίζονται οἱ ἀγῶνες πρωταθλήματος εἰς τό γήπεδον τοῦ Παναθηναϊκοῦ, μέ μεγάλην προσέλευσιν φιλάθλων.	[704, 1582, 898, 1616]
thessaloniki-head: Συνέδριον ἐμπόρων ἀξιωματικῶν	[1312, 659, 1508, 670]
pelion-head: Ἀγὼν ὑπέρ τῆς... ἐλονοσίας	[1330, 227, 1490, 238]
fx-buy-cell: 0.34	[917, 1938, 966, 1948]
engagements-head: Ἀρραβῶνες	[704, 1640, 762, 1650]
provinces-title: Η ΚΙΝΗΣΙΣ ΤΩΝ ΕΠΑΡΧΙΩΝ	[1232, 178, 1588, 204]
races-body: Ἡ σημερινή ἱπποδρομία θά διεξαχθῇ εἰς τό Φάληρον μέ τήν συμμετοχήν ὅλων τῶν ἱππευτικῶν ὁμίλων. Τά ἔπαθλα εἶναι σημαντικά καί ἀναμένεται μεγάλη προσέλευσις κοινοῦ. Αἱ πρῶται κούρσαι ἀρχίζουν εἰς τάς 3 μ. μ.	[1232, 1628, 1588, 1658]
fx-currency-cell: Αἰγύπτου	[744, 1978, 918, 1988]
anecdote-head: Πρώτης τάξεως ἀστυνόμος	[983, 711, 1141, 722]
fx-row	[744, 1818, 1033, 1828]
fx-row	[744, 1908, 1033, 1918]
column-divider	[1226, 180, 1227, 1740]
fx-date: Κλείσιμον 16 Μαΐου	[840, 1783, 936, 1793]
story-sign-line	[290, 1556, 452, 1582]
fx-sell-cell: 32.60	[967, 1878, 1033, 1888]
theatre-name: ΠΑΝΘΕΟΝ.	[1240, 1165, 1292, 1175]
fx-buy-cell: 18.90	[917, 1928, 966, 1938]
econ-ny-body: Ν. ΥΟΡΚΗ, 15 Μαΐου. (Ραδ. ὑπηρ.) — Συνάλλαγμα Ἀθηνῶν 1.28, Λονδίνου 486.62, Παρισίων 3.06.	[504, 1970, 734, 1987]
fx-buy-cell: 2.35	[917, 1868, 966, 1878]
econ-london-body: ΛΟΝΔΙΝΟΝ, 15 Μαΐου. (Ραδ. «Σκρίπ») — Συνάλλαγμα Παρισίων 158.60, Νέας Ὑόρκης 4.86, Βρυξελλῶν 159.75, Μαδρίτης 33.75. Ἀμερικανικά ὁμόλογα ζητοῦνται.	[504, 2030, 734, 2067]
theatres-list: ΚΕΝΤΡΙΚΟΝ. (Θίασος Συνοδινοῦ). — Ἡ παράστασις «Ὁ Βασιλιᾶς» μέ τόν κ. Στράτον. ΙΠΠΟΔΡΟΜΙΟΝ. (Θίασος Σταδίου). — Σήμερον δύο παραστάσεις 5 1/2 μ. μ. καί 9 1/2 τό βράδυ μέ τό μουσικόν πρόγραμμα. ΙΝΤΕΡΝΑΤΙΟΝΑΛ. (Ἀκροβατικόν-Κωμικόν). — «Ἀρτιστικόν πρόγραμμα» μέ νέους καλλιτέχνας. ΑΛΛΑΜΠΡΑ. (Ἑλληνική καμπάνα-Θίασος). — «Ἡ κόρη τῆς ἐξοχῆς» μέ τήν Κυβέλην. ΜΟΝΤΑΛ. — «Ὁπερέττα Κανιάρου». — «Ἡ Ἐντερβῆσις» μέ πλῆρες ρεπερτόριον. ΒΑΣΙΛΙΚΟΝ. (Θίασος Γονίδη). — «Ὁ ἀνεύθυνος» κωμῳδία εἰς τρεῖς πράξεις. ΘΕΑΤΡΟΝ ΚΥΒΕΛΗΣ. — Θίασος Ο. Νέοι «Ἡ Πεθερά» τοῦ κ. Προύσσιου. ΠΑΝΘΕΟΝ. — «Σαπουνόφουσκες». ΣΠΛΕΝΤΙΤ — «Ἐρως πού σκοτώνει». ΑΤΤΙΚΟΝ — «Παρθενόπαις». ΘΕΑΤΡΟΝ ΧΡΙΣΤΟΜΙΔΟΥ. Συμπραξις Ν. Νούλη. — Χορός καί ἐνόργανος μουσική. ΦΑΡΟΣ. (Ἀρχιτεκτονικόν). — Θίασος Ι. Κόκκα. «Ἐκπληξεις γυναικός». ΑΛΟΥΣ. (Στόν Βαρείτ). — «Ἀναμονή» μέ προσωπικότητας τῆς ὀπερέττας. ΚΟΤΟΠΟΥΛΗ. — Ἡ παράστασις «Ἡ Κυρία μέ τάς καμελίας» μέ τήν κ. Κοτοπούλη. ΙΠΠΟΔΡΟΜΙΟΝ (Φαλήρου). — Ἱπποδρομίαι μέ τήν συμμετοχήν τῶν ἐκλεκτοτέρων ἵππων.	[1232, 1032, 1588, 1268]
theatre-name: ΚΟΤΟΠΟΥΛΗ.	[1240, 1233, 1304, 1244]
fx-currency-cell: Ἰταλίας	[744, 1858, 918, 1868]
banner-box	[290, 102, 1220, 178]
fx-buy-cell: 31.81	[917, 1878, 966, 1888]
football-head: Ποδοσφαιρικά	[704, 1568, 781, 1578]
cinema-body: ΠΑΝΘΕΟΝ — «Σαπουνόφουσκες». ΣΠΛΕΝΤΙΤ — «Ἡ ἐπιστροφή». ΑΤΤΙΚΟΝ — «Παρθενόπαις». ΑΘΗΝΑΙΟΝ — «Ἑθνικόν ἄσμα». Μέ πολλήν ἐπιτυχίαν ἐξακολουθεῖ αἱ παραστάσεις τῆς νέας ταινίας εἰς τό Πάνθεον, ὅπου κάθε βράδυ γίνεται πολύς συνωστισμός.	[1232, 1496, 1588, 1540]
